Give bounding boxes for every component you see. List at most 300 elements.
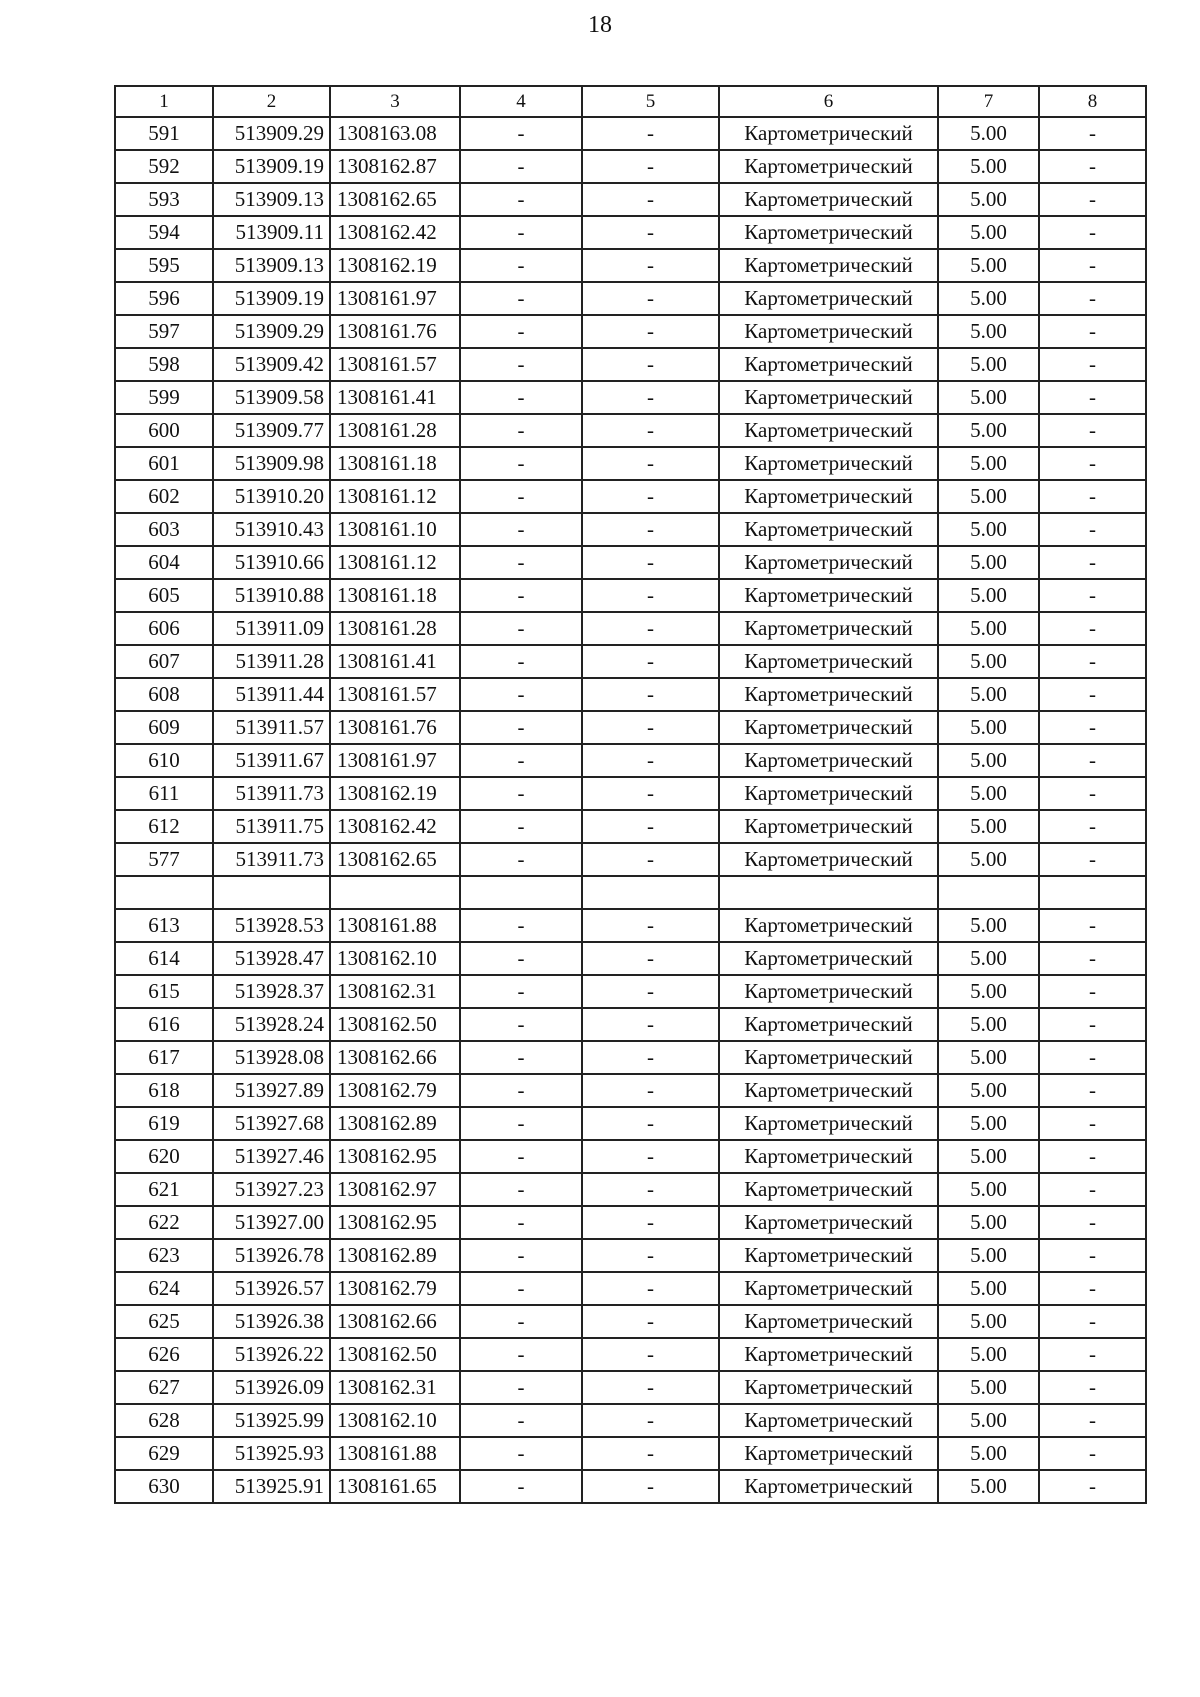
- table-cell: -: [1039, 282, 1146, 315]
- table-cell: 5.00: [938, 117, 1039, 150]
- table-cell: 620: [115, 1140, 213, 1173]
- table-cell: 513910.20: [213, 480, 330, 513]
- table-cell: -: [460, 1371, 582, 1404]
- table-cell: 5.00: [938, 150, 1039, 183]
- table-cell: 5.00: [938, 1008, 1039, 1041]
- table-cell: 513909.13: [213, 183, 330, 216]
- table-cell: 513909.13: [213, 249, 330, 282]
- table-cell: 513911.73: [213, 777, 330, 810]
- table-cell: 1308161.88: [330, 1437, 460, 1470]
- table-cell: 5.00: [938, 1371, 1039, 1404]
- table-cell: -: [582, 579, 719, 612]
- table-cell: Картометрический: [719, 315, 938, 348]
- table-cell: 5.00: [938, 777, 1039, 810]
- table-cell: 1308161.88: [330, 909, 460, 942]
- table-cell: 513926.78: [213, 1239, 330, 1272]
- table-cell: Картометрический: [719, 117, 938, 150]
- table-cell: -: [582, 315, 719, 348]
- table-cell: -: [1039, 744, 1146, 777]
- table-cell: -: [460, 447, 582, 480]
- table-cell: 5.00: [938, 414, 1039, 447]
- table-cell: -: [582, 216, 719, 249]
- table-cell: 621: [115, 1173, 213, 1206]
- table-cell: -: [460, 1272, 582, 1305]
- table-cell: -: [460, 810, 582, 843]
- table-row: [115, 414, 1146, 447]
- table-cell: -: [1039, 1338, 1146, 1371]
- table-cell: -: [582, 513, 719, 546]
- coordinates-table: [114, 85, 1147, 1504]
- table-cell: -: [1039, 1008, 1146, 1041]
- table-cell: Картометрический: [719, 546, 938, 579]
- table-cell: 5.00: [938, 1470, 1039, 1503]
- table-cell: 5.00: [938, 645, 1039, 678]
- table-cell: -: [460, 1470, 582, 1503]
- table-cell: -: [1039, 777, 1146, 810]
- table-cell: -: [1039, 249, 1146, 282]
- table-cell: 5.00: [938, 843, 1039, 876]
- table-cell: 1308162.19: [330, 777, 460, 810]
- table-cell: 598: [115, 348, 213, 381]
- table-cell: Картометрический: [719, 1041, 938, 1074]
- table-cell: -: [1039, 711, 1146, 744]
- table-cell: 513928.53: [213, 909, 330, 942]
- table-cell: 513927.23: [213, 1173, 330, 1206]
- table-cell: Картометрический: [719, 645, 938, 678]
- table-row: [115, 1173, 1146, 1206]
- table-cell: [1039, 876, 1146, 909]
- table-cell: 513910.88: [213, 579, 330, 612]
- table-cell: 599: [115, 381, 213, 414]
- table-row: [115, 1008, 1146, 1041]
- table-cell: 1308161.76: [330, 315, 460, 348]
- table-row: [115, 1041, 1146, 1074]
- table-cell: Картометрический: [719, 249, 938, 282]
- table-row: [115, 1305, 1146, 1338]
- table-cell: Картометрический: [719, 909, 938, 942]
- table-cell: 5.00: [938, 183, 1039, 216]
- table-cell: Картометрический: [719, 1404, 938, 1437]
- table-row: [115, 315, 1146, 348]
- table-cell: [115, 876, 213, 909]
- table-cell: 5.00: [938, 282, 1039, 315]
- table-cell: -: [1039, 810, 1146, 843]
- table-cell: -: [582, 183, 719, 216]
- table-cell: -: [582, 1470, 719, 1503]
- table-cell: 513911.75: [213, 810, 330, 843]
- table-cell: 1308162.89: [330, 1239, 460, 1272]
- table-cell: 610: [115, 744, 213, 777]
- table-cell: Картометрический: [719, 579, 938, 612]
- table-cell: -: [582, 678, 719, 711]
- table-row: [115, 1107, 1146, 1140]
- table-cell: -: [582, 249, 719, 282]
- table-cell: 513927.68: [213, 1107, 330, 1140]
- table-cell: 1308162.31: [330, 1371, 460, 1404]
- table-cell: Картометрический: [719, 1305, 938, 1338]
- table-cell: 615: [115, 975, 213, 1008]
- table-cell: 593: [115, 183, 213, 216]
- table-cell: 513911.44: [213, 678, 330, 711]
- table-cell: 513909.58: [213, 381, 330, 414]
- table-cell: Картометрический: [719, 777, 938, 810]
- table-cell: 513928.37: [213, 975, 330, 1008]
- table-cell: -: [460, 1338, 582, 1371]
- table-cell: -: [582, 546, 719, 579]
- table-cell: 513909.98: [213, 447, 330, 480]
- header-cell: 7: [938, 86, 1039, 117]
- table-cell: 630: [115, 1470, 213, 1503]
- table-cell: Картометрический: [719, 216, 938, 249]
- table-cell: Картометрический: [719, 1206, 938, 1239]
- header-cell: 6: [719, 86, 938, 117]
- table-cell: 1308163.08: [330, 117, 460, 150]
- table-cell: [213, 876, 330, 909]
- table-cell: 5.00: [938, 810, 1039, 843]
- table-row: [115, 909, 1146, 942]
- table-cell: -: [460, 942, 582, 975]
- table-cell: -: [460, 1140, 582, 1173]
- page-number: 18: [588, 12, 612, 38]
- table-cell: 5.00: [938, 744, 1039, 777]
- table-cell: -: [1039, 546, 1146, 579]
- table-cell: -: [582, 1404, 719, 1437]
- table-cell: -: [1039, 909, 1146, 942]
- table-cell: 1308161.18: [330, 579, 460, 612]
- table-row: [115, 1404, 1146, 1437]
- header-cell: 4: [460, 86, 582, 117]
- table-cell: -: [1039, 1206, 1146, 1239]
- table-row: [115, 282, 1146, 315]
- table-cell: -: [1039, 150, 1146, 183]
- table-cell: -: [460, 744, 582, 777]
- table-cell: 1308162.95: [330, 1140, 460, 1173]
- table-cell: -: [1039, 480, 1146, 513]
- table-row: [115, 249, 1146, 282]
- table-cell: -: [582, 1371, 719, 1404]
- table-cell: -: [460, 1239, 582, 1272]
- table-cell: 1308162.66: [330, 1305, 460, 1338]
- table-cell: 617: [115, 1041, 213, 1074]
- table-cell: -: [1039, 1305, 1146, 1338]
- table-cell: 629: [115, 1437, 213, 1470]
- table-cell: -: [1039, 1272, 1146, 1305]
- table-cell: 5.00: [938, 1206, 1039, 1239]
- table-cell: -: [1039, 1239, 1146, 1272]
- table-cell: Картометрический: [719, 744, 938, 777]
- table-cell: 513909.42: [213, 348, 330, 381]
- table-cell: 5.00: [938, 975, 1039, 1008]
- table-cell: -: [1039, 381, 1146, 414]
- table-row: [115, 975, 1146, 1008]
- table-cell: 5.00: [938, 546, 1039, 579]
- table-cell: Картометрический: [719, 414, 938, 447]
- table-cell: 5.00: [938, 348, 1039, 381]
- table-cell: -: [460, 381, 582, 414]
- table-cell: -: [582, 1206, 719, 1239]
- table-cell: -: [460, 513, 582, 546]
- table-cell: 604: [115, 546, 213, 579]
- table-cell: 513925.93: [213, 1437, 330, 1470]
- table-row: [115, 645, 1146, 678]
- table-cell: Картометрический: [719, 150, 938, 183]
- table-cell: Картометрический: [719, 1371, 938, 1404]
- table-row: [115, 1239, 1146, 1272]
- table-cell: 613: [115, 909, 213, 942]
- table-cell: 5.00: [938, 1173, 1039, 1206]
- table-cell: -: [1039, 183, 1146, 216]
- table-cell: -: [582, 282, 719, 315]
- table-cell: -: [582, 447, 719, 480]
- table-cell: -: [582, 1008, 719, 1041]
- table-cell: -: [460, 546, 582, 579]
- table-cell: -: [582, 1338, 719, 1371]
- table-cell: -: [1039, 612, 1146, 645]
- table-cell: -: [460, 678, 582, 711]
- table-cell: -: [582, 117, 719, 150]
- table-cell: 513926.09: [213, 1371, 330, 1404]
- table-cell: -: [460, 1074, 582, 1107]
- table-cell: 5.00: [938, 1272, 1039, 1305]
- table-cell: 5.00: [938, 942, 1039, 975]
- table-cell: -: [582, 1041, 719, 1074]
- table-cell: 513928.08: [213, 1041, 330, 1074]
- table-row: [115, 447, 1146, 480]
- table-cell: -: [460, 975, 582, 1008]
- table-cell: 5.00: [938, 447, 1039, 480]
- table-cell: -: [582, 1107, 719, 1140]
- table-cell: -: [460, 315, 582, 348]
- table-cell: 624: [115, 1272, 213, 1305]
- table-cell: 513911.28: [213, 645, 330, 678]
- table-cell: 611: [115, 777, 213, 810]
- table-cell: 5.00: [938, 381, 1039, 414]
- table-cell: -: [460, 1041, 582, 1074]
- table-cell: 1308161.41: [330, 381, 460, 414]
- table-cell: 513909.29: [213, 315, 330, 348]
- table-cell: -: [460, 1404, 582, 1437]
- table-cell: 607: [115, 645, 213, 678]
- table-cell: -: [582, 1437, 719, 1470]
- table-cell: 5.00: [938, 480, 1039, 513]
- table-cell: 1308162.19: [330, 249, 460, 282]
- table-cell: Картометрический: [719, 480, 938, 513]
- table-cell: 1308162.42: [330, 810, 460, 843]
- table-cell: -: [460, 216, 582, 249]
- table-cell: -: [582, 381, 719, 414]
- table-cell: -: [1039, 315, 1146, 348]
- table-cell: -: [460, 249, 582, 282]
- table-cell: 1308162.87: [330, 150, 460, 183]
- table-cell: 5.00: [938, 909, 1039, 942]
- table-cell: 513925.99: [213, 1404, 330, 1437]
- table-cell: -: [460, 183, 582, 216]
- table-body: [115, 86, 1146, 1503]
- table-row: [115, 216, 1146, 249]
- table-row: [115, 1338, 1146, 1371]
- table-cell: 1308162.89: [330, 1107, 460, 1140]
- table-cell: -: [582, 612, 719, 645]
- table-cell: Картометрический: [719, 1074, 938, 1107]
- table-cell: 1308161.65: [330, 1470, 460, 1503]
- table-cell: -: [1039, 1470, 1146, 1503]
- header-cell: 3: [330, 86, 460, 117]
- table-cell: -: [582, 150, 719, 183]
- table-cell: Картометрический: [719, 612, 938, 645]
- table-row: [115, 876, 1146, 909]
- table-cell: -: [460, 777, 582, 810]
- table-cell: 513909.77: [213, 414, 330, 447]
- table-cell: 1308161.97: [330, 744, 460, 777]
- table-cell: -: [582, 711, 719, 744]
- table-cell: -: [460, 909, 582, 942]
- table-row: [115, 1074, 1146, 1107]
- table-row: [115, 711, 1146, 744]
- table-cell: 5.00: [938, 1437, 1039, 1470]
- table-cell: 5.00: [938, 513, 1039, 546]
- table-cell: -: [1039, 1371, 1146, 1404]
- table-cell: 592: [115, 150, 213, 183]
- table-cell: Картометрический: [719, 678, 938, 711]
- table-cell: 577: [115, 843, 213, 876]
- table-row: [115, 1470, 1146, 1503]
- table-cell: [330, 876, 460, 909]
- header-cell: 1: [115, 86, 213, 117]
- table-cell: -: [1039, 348, 1146, 381]
- table-cell: Картометрический: [719, 348, 938, 381]
- table-cell: -: [1039, 843, 1146, 876]
- header-cell: 2: [213, 86, 330, 117]
- table-cell: 1308162.10: [330, 942, 460, 975]
- table-cell: -: [460, 612, 582, 645]
- table-cell: 612: [115, 810, 213, 843]
- table-cell: 5.00: [938, 612, 1039, 645]
- table-cell: 513927.00: [213, 1206, 330, 1239]
- table-cell: -: [460, 645, 582, 678]
- table-cell: Картометрический: [719, 1107, 938, 1140]
- table-cell: 622: [115, 1206, 213, 1239]
- table-cell: -: [460, 711, 582, 744]
- table-cell: 513928.47: [213, 942, 330, 975]
- table-cell: 1308161.28: [330, 612, 460, 645]
- table-cell: 594: [115, 216, 213, 249]
- table-cell: -: [1039, 678, 1146, 711]
- table-cell: Картометрический: [719, 1437, 938, 1470]
- table-cell: -: [1039, 1173, 1146, 1206]
- table-cell: -: [460, 1008, 582, 1041]
- table-cell: 1308162.50: [330, 1338, 460, 1371]
- table-cell: -: [1039, 414, 1146, 447]
- table-cell: -: [1039, 579, 1146, 612]
- table-row: [115, 348, 1146, 381]
- table-cell: -: [582, 810, 719, 843]
- table-cell: 513926.57: [213, 1272, 330, 1305]
- table-cell: 619: [115, 1107, 213, 1140]
- table-cell: 513911.57: [213, 711, 330, 744]
- table-cell: 1308161.57: [330, 348, 460, 381]
- table-row: [115, 150, 1146, 183]
- table-cell: 5.00: [938, 1041, 1039, 1074]
- table-cell: -: [1039, 447, 1146, 480]
- table-cell: Картометрический: [719, 1470, 938, 1503]
- table-cell: Картометрический: [719, 1173, 938, 1206]
- table-cell: Картометрический: [719, 282, 938, 315]
- table-cell: Картометрический: [719, 711, 938, 744]
- header-cell: 5: [582, 86, 719, 117]
- table-cell: Картометрический: [719, 513, 938, 546]
- table-cell: -: [1039, 1437, 1146, 1470]
- table-cell: 603: [115, 513, 213, 546]
- table-cell: 1308161.57: [330, 678, 460, 711]
- table-cell: -: [460, 843, 582, 876]
- table-cell: 1308162.42: [330, 216, 460, 249]
- table-cell: 1308161.76: [330, 711, 460, 744]
- table-cell: 5.00: [938, 1239, 1039, 1272]
- table-cell: -: [460, 282, 582, 315]
- table-cell: Картометрический: [719, 1272, 938, 1305]
- table-cell: 5.00: [938, 216, 1039, 249]
- table-cell: 614: [115, 942, 213, 975]
- table-cell: -: [460, 1173, 582, 1206]
- table-cell: 596: [115, 282, 213, 315]
- table-cell: -: [582, 942, 719, 975]
- table-cell: -: [1039, 975, 1146, 1008]
- table-row: [115, 513, 1146, 546]
- table-cell: 1308162.50: [330, 1008, 460, 1041]
- table-cell: -: [582, 414, 719, 447]
- table-cell: -: [582, 1140, 719, 1173]
- table-row: [115, 1437, 1146, 1470]
- table-cell: 625: [115, 1305, 213, 1338]
- table-cell: -: [460, 348, 582, 381]
- table-cell: 5.00: [938, 1140, 1039, 1173]
- table-cell: 628: [115, 1404, 213, 1437]
- table-cell: Картометрический: [719, 843, 938, 876]
- table-cell: 1308161.12: [330, 546, 460, 579]
- table-cell: 1308161.12: [330, 480, 460, 513]
- table-cell: 5.00: [938, 678, 1039, 711]
- table-row: [115, 546, 1146, 579]
- table-cell: 5.00: [938, 579, 1039, 612]
- table-cell: Картометрический: [719, 810, 938, 843]
- table-cell: -: [582, 480, 719, 513]
- table-cell: 595: [115, 249, 213, 282]
- table-cell: 513926.38: [213, 1305, 330, 1338]
- table-cell: 513927.46: [213, 1140, 330, 1173]
- table-row: [115, 612, 1146, 645]
- table-row: [115, 1140, 1146, 1173]
- table-cell: 5.00: [938, 1338, 1039, 1371]
- table-cell: 1308162.66: [330, 1041, 460, 1074]
- table-cell: -: [582, 1239, 719, 1272]
- table-cell: 5.00: [938, 1404, 1039, 1437]
- table-cell: 1308162.31: [330, 975, 460, 1008]
- table-cell: -: [1039, 1107, 1146, 1140]
- table-cell: 5.00: [938, 249, 1039, 282]
- table-cell: Картометрический: [719, 1338, 938, 1371]
- table-cell: 626: [115, 1338, 213, 1371]
- table-cell: 601: [115, 447, 213, 480]
- table-cell: 623: [115, 1239, 213, 1272]
- table-cell: [460, 876, 582, 909]
- table-cell: 600: [115, 414, 213, 447]
- table-cell: 513910.66: [213, 546, 330, 579]
- table-cell: -: [1039, 216, 1146, 249]
- table-cell: -: [460, 480, 582, 513]
- table-cell: 1308161.10: [330, 513, 460, 546]
- table-cell: -: [582, 1173, 719, 1206]
- table-cell: Картометрический: [719, 1239, 938, 1272]
